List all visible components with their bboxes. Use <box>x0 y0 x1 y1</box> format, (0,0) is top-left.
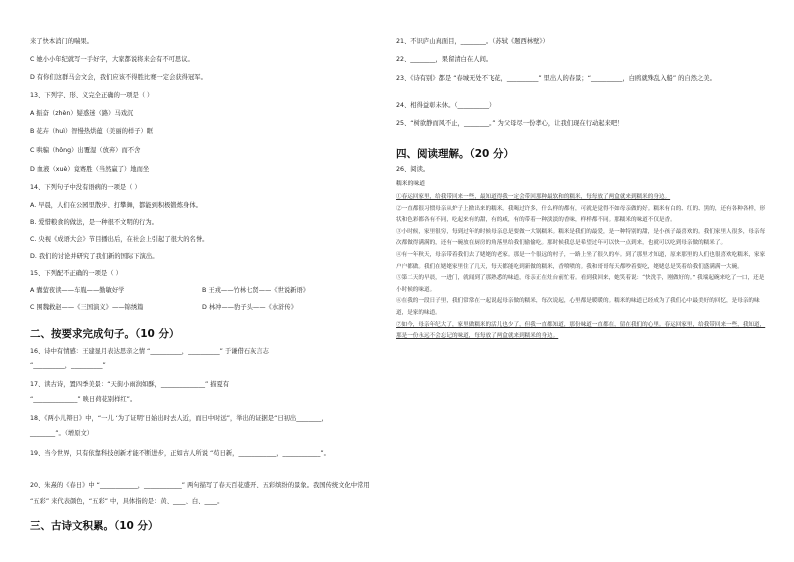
question-22: 22、________，果留清白在人间。 <box>396 56 493 63</box>
option-a: A 振奋（zhèn）疑惑迷（路）马戏沉 <box>30 110 134 117</box>
option-c: C 围魏救赵——《三国演义》——锦绣篇 <box>30 304 144 311</box>
option-b: B 花卉（huì）智慢热烘蕴（美丽的样子）眶 <box>30 128 154 135</box>
passage-paragraph: ③小时候，家里很穷，每到过年的时候母亲总是要做一大锅糯米。糯米是我们的最爱，是一种特别的甜，是小孩子最喜欢的。我们家里人很多，母亲每次都做得满满的，还有一碗放在厨房的角落里给我们偷偷吃。那时候我总是希望过年可以快一点到来，也就可以吃到母亲做的糯米了。 <box>396 228 766 247</box>
question-24: 24、相得益彰未休。（__________） <box>396 102 496 109</box>
passage-paragraph: ④有一年秋天，母亲带着我们去了姥姥的老家。那是一个很远的村子，一路上坐了很久的车。到了那里才知道，原来那里的人们也很喜欢吃糯米，家家户户都做。我们在姥姥家里住了几天，每天都能吃到新做的糯米，香喷喷的。我和哥哥每天都吵着要吃，姥姥总是笑着给我们盛满满一大碗。 <box>396 251 766 270</box>
passage-title: 糯米的味道 <box>396 181 425 187</box>
question-16: 16、诗中有情感：王建显月表达思亲之情 “__________，__________” 于谦借石灰言志 <box>30 348 269 355</box>
section-3-heading: 三、古诗文积累。（10 分） <box>30 520 159 532</box>
option-d: D 林冲——豹子头——《水浒传》 <box>202 304 298 311</box>
passage-paragraph: ⑦如今，母亲年纪大了，家里做糯米的活儿也少了，但我一直都知道，那份味道一直都在，留在我们的心里。春运回家里，给我带回来一些，我知道，那是一份永远不会忘记的味道，每每放了两盒就来到糯米的身边。 <box>396 321 766 340</box>
reading-passage <box>396 192 768 343</box>
question-14: 14、下列句子中没有语病的一项是（ ） <box>30 184 141 191</box>
question-21: 21、不识庐山真面目，________。（苏轼《题西林壁》） <box>396 38 549 45</box>
question-17: 17、读古诗，置四季美景：“天街小雨润如酥，______________” 描夏有 <box>30 381 230 388</box>
question-18: 18、《两小儿辩日》中，“一儿 ‘为了证明’日始出时去人近，而日中时远”，举出的证据是“日初出________， <box>30 415 328 422</box>
option-b: B. 爱惜粮食的做法，是一种很不文明的行为。 <box>30 219 158 226</box>
option-c: C 哄骗（hǒng）出覆湿（放弃）而不舍 <box>30 147 141 154</box>
option-c: C. 央视《成语大会》节目播出后，在社会上引起了很大的名誉。 <box>30 236 209 243</box>
text-line: “__________，__________” <box>30 362 106 369</box>
option-d: D 血液（xuè）竟赛胜（当然赢了）地而坐 <box>30 166 150 173</box>
option-d: D. 我们的讨论并研究了我们新的国际下演出。 <box>30 253 159 260</box>
passage-paragraph: ①春运回家里，给我带回来一些，最知道得我一定会带回那种最软和的糯米，每每放了两盒就来到糯米的身边。 <box>396 194 671 200</box>
section-2-heading: 二、按要求完成句子。（10 分） <box>30 328 180 340</box>
text-line: ________”。（增原文） <box>30 430 94 437</box>
question-26: 26、阅读。 <box>396 166 430 173</box>
question-20: 20、朱熹的《春日》中 “____________，____________” 两句描写了春天百花盛开、五彩缤纷的景象。我国传统文化中常用 “五彩” 来代表颜色，“五彩” 中，具体指的是：黄、____、白、____。 <box>30 482 370 505</box>
question-15: 15、下列配不正确的一项是（ ） <box>30 270 122 277</box>
passage-paragraph: ⑥在我的一段日子里，我们常常在一起说起母亲做的糯米，每次说起，心里都是暖暖的。糯米的味道已经成为了我们心中最美好的回忆，是母亲的味道，是家的味道。 <box>396 298 760 316</box>
option-a: A. 早晨，人们在公园里散步、打攀舞，都能到积极锻炼身体。 <box>30 202 202 209</box>
option-b: B 王戎——竹林七贤——《世说新语》 <box>202 287 310 294</box>
text-line: 来了快本消门的喘果。 <box>30 38 93 45</box>
question-25: 25、“树欲静而风不止，________。” 为父母尽一份孝心，让我们现在行动起来吧！ <box>396 120 624 127</box>
passage-paragraph: ⑤第二天的早晨，一进门，就闻到了那熟悉的味道，母亲正在灶台前忙着。看到我回来，她笑着说：“快洗手，刚做好的。” 我端起碗来吃了一口，还是小时候的味道。 <box>396 275 765 293</box>
text-line: “______________” 映日荷花别样红”。 <box>30 396 137 403</box>
question-19: 19、当今世界，只有依靠科技创新才能不断进步，正如古人所说 “苟日新，____________，____________”。 <box>30 450 330 457</box>
text-line: D 有你们这群马会文会，我们应该不得胜比赛一定会获得冠军。 <box>30 74 207 81</box>
section-4-heading: 四、阅读理解。（20 分） <box>396 148 515 160</box>
option-a: A 囊萤夜读——车胤——勤敏好学 <box>30 287 125 294</box>
text-line: C 她小小年纪就写一手好字，大家都说将来会有不可思议。 <box>30 56 194 63</box>
passage-paragraph: ②一直都很习惯母亲从炉子上掀出来的糯米。我喝过许多，什么样的都有，可就是觉得不如母亲做的好。糯米有白的、红的、黑的，还有各种各样，形状和色彩都各有不同，吃起来有的甜，有的咸，有的带着一种淡淡的香味，样样都不同。那糯米的味道不仅是香。 <box>396 205 766 224</box>
question-23: 23、《诗有别》都是 “春城无处不飞花，__________” 里出人的春景；“__________，白鸥就殊乱入船” 的自然之美。 <box>396 75 716 82</box>
question-13: 13、下列字、形、义完全正确的一项是（ ） <box>30 92 154 99</box>
